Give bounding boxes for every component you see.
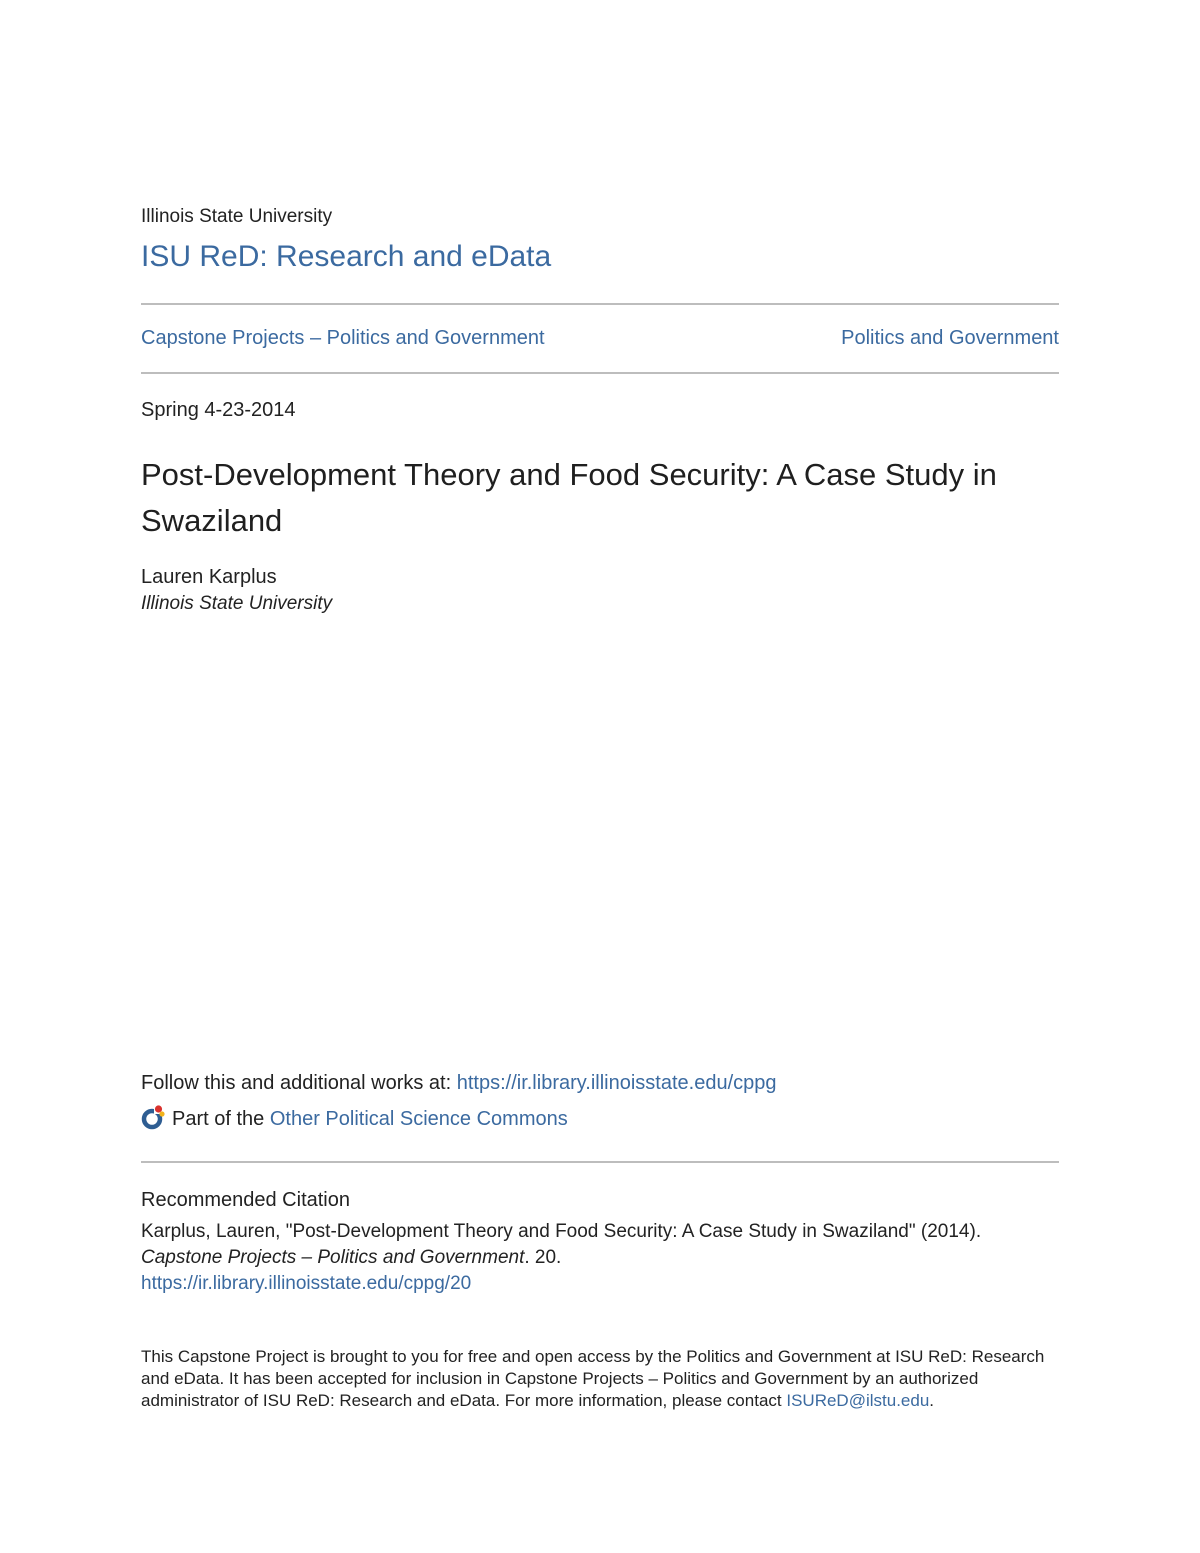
document-title: Post-Development Theory and Food Security: A Case Study in Swaziland: [141, 457, 997, 538]
part-of-line: [141, 1108, 568, 1131]
citation-divider: [141, 1161, 1059, 1163]
publication-date: Spring 4-23-2014: [141, 399, 296, 421]
commons-link[interactable]: Other Political Science Commons: [269, 1108, 568, 1130]
collection-link[interactable]: Capstone Projects – Politics and Government: [141, 327, 545, 349]
header-bottom-divider: [141, 372, 1059, 374]
author-name: Lauren Karplus: [141, 566, 277, 588]
citation-series: Capstone Projects – Politics and Government: [141, 1247, 525, 1268]
follow-line: [141, 1072, 777, 1095]
access-statement-text: This Capstone Project is brought to you for free and open access by the Politics and Government at ISU ReD: Research and eData. It has been accepted for inclusion in Capstone Projects – Politics and Government by an authorized administrator of ISU ReD: Research and eData. For more information, please contact: [141, 1347, 1045, 1410]
follow-url-link[interactable]: https://ir.library.illinoisstate.edu/cppg: [456, 1072, 777, 1094]
access-statement: [141, 1346, 1059, 1412]
author-affiliation: Illinois State University: [141, 593, 333, 614]
recommended-citation-heading: Recommended Citation: [141, 1189, 350, 1211]
department-link[interactable]: Politics and Government: [841, 327, 1059, 349]
access-statement-end: .: [929, 1391, 935, 1410]
repository-link[interactable]: ISU ReD: Research and eData: [141, 240, 552, 273]
citation-line: Karplus, Lauren, "Post-Development Theory and Food Security: A Case Study in Swaziland" (2014).: [141, 1221, 982, 1242]
top-divider: [141, 303, 1059, 305]
citation-series-suffix: . 20.: [524, 1247, 562, 1268]
citation-series-line: [141, 1245, 1059, 1271]
bepress-commons-icon: [141, 1104, 167, 1130]
follow-prefix: Follow this and additional works at:: [141, 1072, 457, 1094]
contact-email-link[interactable]: ISUReD@ilstu.edu: [786, 1391, 930, 1410]
institution-name: Illinois State University: [141, 206, 333, 227]
part-of-prefix: Part of the: [172, 1108, 270, 1130]
citation-url-link[interactable]: https://ir.library.illinoisstate.edu/cppg/20: [141, 1273, 472, 1294]
citation-block: [141, 1219, 1059, 1297]
